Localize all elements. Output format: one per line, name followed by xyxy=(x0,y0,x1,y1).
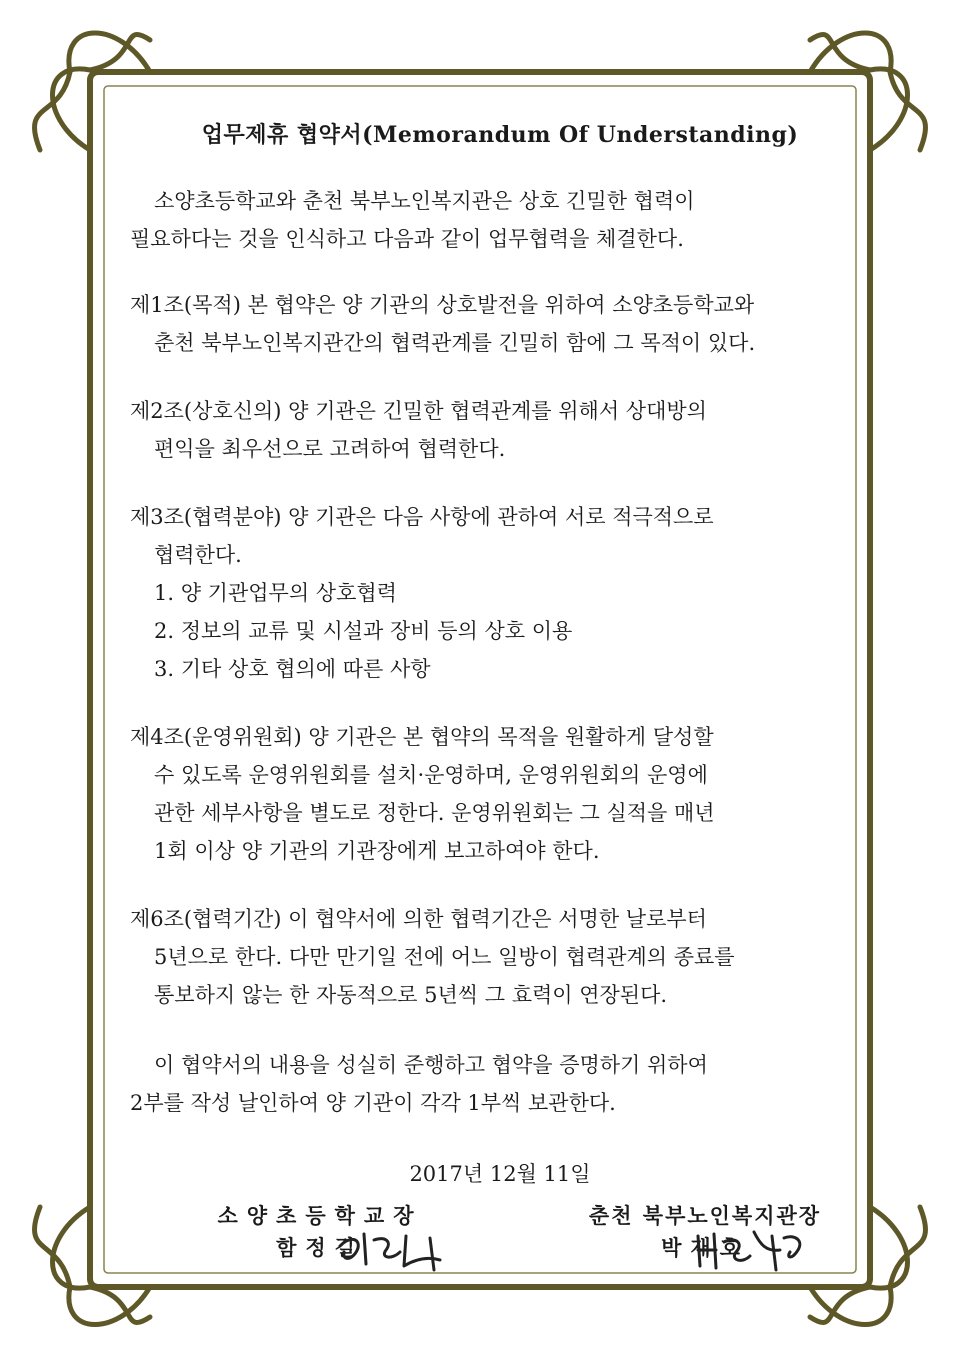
article-4-line-4: 1회 이상 양 기관의 기관장에게 보고하여야 한다. xyxy=(154,839,600,863)
article-3-item-3: 3. 기타 상호 협의에 따른 사항 xyxy=(154,657,431,681)
article-1 xyxy=(130,286,870,362)
article-3 xyxy=(130,498,870,688)
signatory-right-name: 박재호 xyxy=(661,1235,749,1260)
intro-paragraph xyxy=(130,182,870,258)
article-6-line-2: 5년으로 한다. 다만 만기일 전에 어느 일방이 협력관계의 종료를 xyxy=(154,945,735,969)
article-3-line-2: 협력한다. xyxy=(154,543,242,567)
article-2-line-2: 편익을 최우선으로 고려하여 협력한다. xyxy=(154,437,506,461)
signatory-left-title: 소양초등학교장 xyxy=(217,1203,423,1228)
document-title: 업무제휴 협약서(Memorandum Of Understanding) xyxy=(201,122,799,148)
article-6-line-1: 제6조(협력기간) 이 협약서에 의한 협력기간은 서명한 날로부터 xyxy=(130,907,707,931)
article-3-item-1: 1. 양 기관업무의 상호협력 xyxy=(154,581,397,605)
closing-paragraph xyxy=(130,1046,870,1122)
article-6 xyxy=(130,900,870,1014)
article-1-line-1: 제1조(목적) 본 협약은 양 기관의 상호발전을 위하여 소양초등학교와 xyxy=(130,293,755,317)
signing-date: 2017년 12월 11일 xyxy=(409,1162,591,1186)
left-handwritten-signature xyxy=(330,1226,460,1276)
mou-document xyxy=(130,100,870,1270)
signatory-right-title: 춘천 북부노인복지관장 xyxy=(588,1203,822,1228)
signatory-left-name: 함정길 xyxy=(276,1235,364,1260)
article-4-line-2: 수 있도록 운영위원회를 설치·운영하며, 운영위원회의 운영에 xyxy=(154,763,708,787)
article-3-line-1: 제3조(협력분야) 양 기관은 다음 사항에 관하여 서로 적극적으로 xyxy=(130,505,714,529)
article-3-item-2: 2. 정보의 교류 및 시설과 장비 등의 상호 이용 xyxy=(154,619,573,643)
intro-line-1: 소양초등학교와 춘천 북부노인복지관은 상호 긴밀한 협력이 xyxy=(154,189,695,213)
article-6-line-3: 통보하지 않는 한 자동적으로 5년씩 그 효력이 연장된다. xyxy=(154,983,668,1007)
article-2 xyxy=(130,392,870,468)
right-handwritten-signature xyxy=(690,1222,810,1278)
article-2-line-1: 제2조(상호신의) 양 기관은 긴밀한 협력관계를 위해서 상대방의 xyxy=(130,399,707,423)
article-4-line-1: 제4조(운영위원회) 양 기관은 본 협약의 목적을 원활하게 달성할 xyxy=(130,725,714,749)
article-4 xyxy=(130,718,870,870)
article-4-line-3: 관한 세부사항을 별도로 정한다. 운영위원회는 그 실적을 매년 xyxy=(154,801,715,825)
closing-line-1: 이 협약서의 내용을 성실히 준행하고 협약을 증명하기 위하여 xyxy=(154,1053,708,1077)
article-1-line-2: 춘천 북부노인복지관간의 협력관계를 긴밀히 함에 그 목적이 있다. xyxy=(154,331,756,355)
closing-line-2: 2부를 작성 날인하여 양 기관이 각각 1부씩 보관한다. xyxy=(130,1091,616,1115)
intro-line-2: 필요하다는 것을 인식하고 다음과 같이 업무협력을 체결한다. xyxy=(130,227,684,251)
